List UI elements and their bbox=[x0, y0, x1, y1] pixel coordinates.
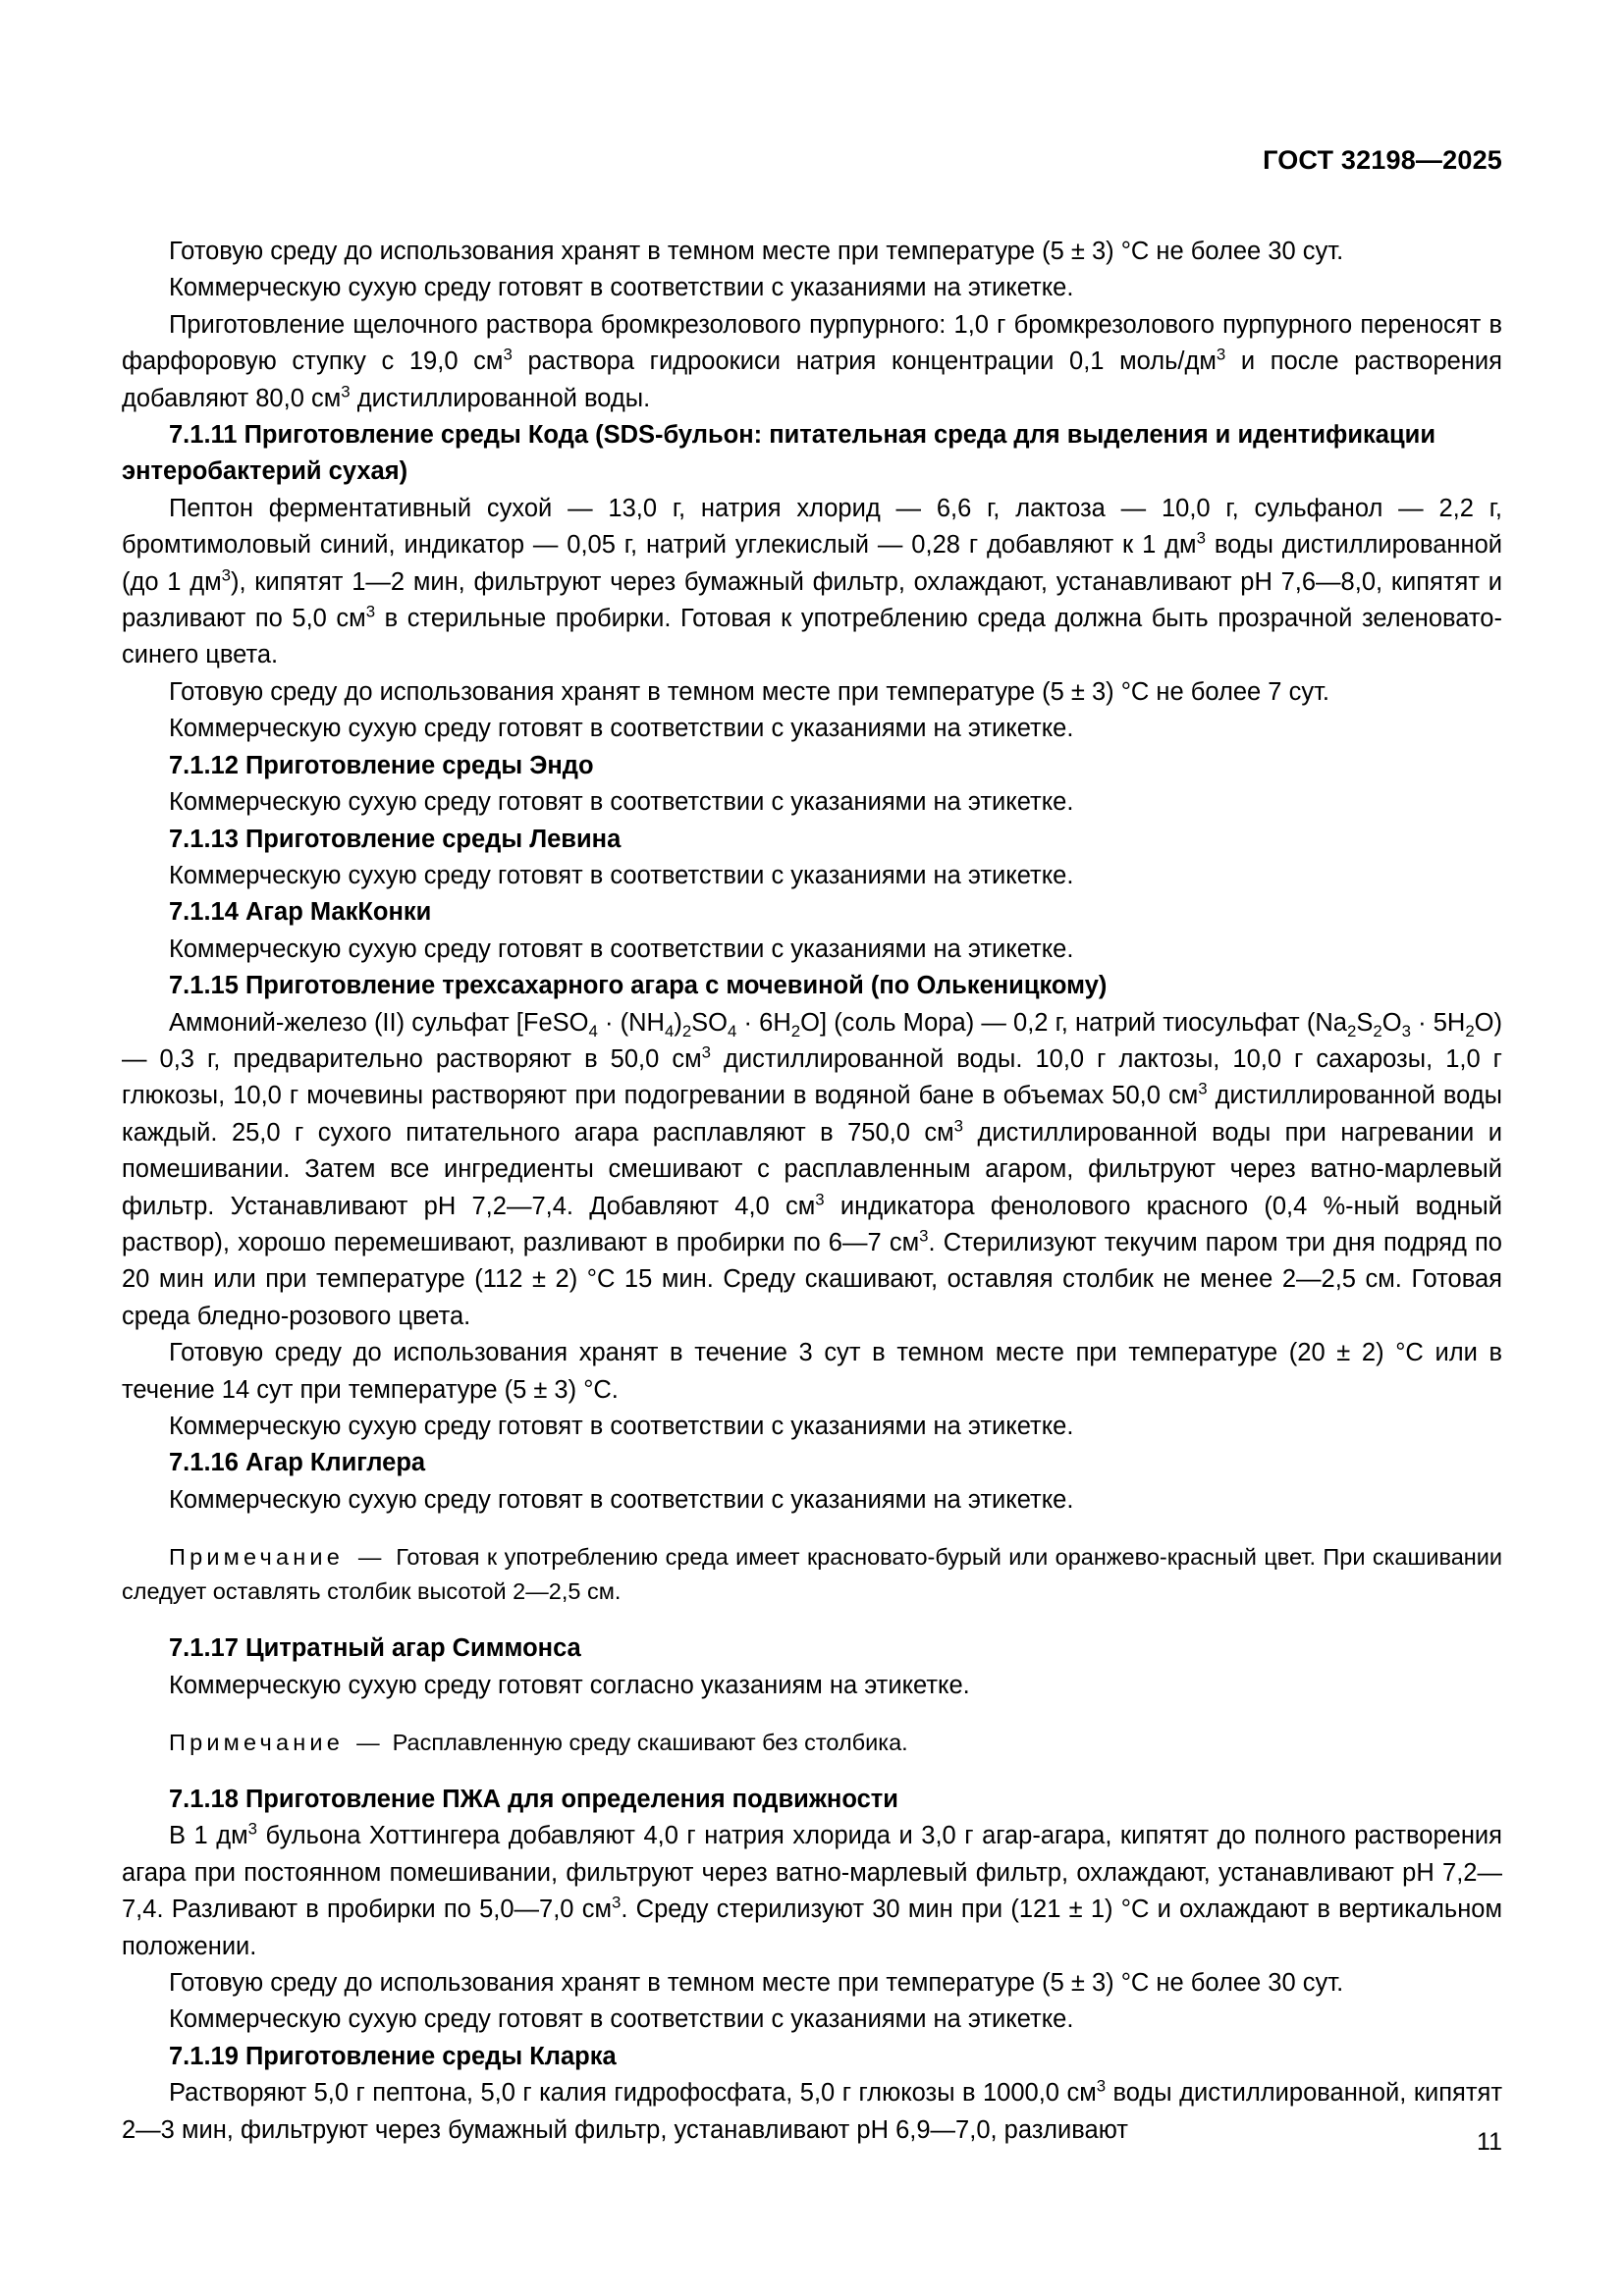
text-run: . Стерилизуют текучим паром три дня подряд по 20 мин или при температуре (112 ± 2) °C 15 мин. Среду скашивают, оставляя столбик не менее 2—2,5 см. Готовая среда бледно-розового цвета. bbox=[122, 1228, 1502, 1330]
paragraph-olkenitsky-agar-recipe bbox=[122, 1005, 1502, 1336]
superscript-cubic: 3 bbox=[1216, 345, 1226, 364]
subscript-formula: 4 bbox=[664, 1021, 675, 1041]
spacer bbox=[122, 1519, 1502, 1540]
text-run: O] (соль Мора) — 0,2 г, натрий тиосульфат (Na bbox=[800, 1008, 1347, 1037]
note-simmons-citrate bbox=[122, 1726, 1502, 1760]
subscript-formula: 3 bbox=[1401, 1021, 1411, 1041]
text-run: SO bbox=[691, 1008, 729, 1037]
text-run: воды дистиллированной (до 1 дм bbox=[122, 531, 1502, 596]
note-dash: — bbox=[356, 1730, 380, 1756]
superscript-cubic: 3 bbox=[365, 602, 376, 621]
text-run: воды дистиллированной, кипятят 2—3 мин, фильтруют через бумажный фильтр, устанавливают pH 6,9—7,0, разливают bbox=[122, 2079, 1503, 2144]
note-text: Расплавленную среду скашивают без столбика. bbox=[392, 1730, 908, 1756]
note-label: Примечание bbox=[169, 1730, 345, 1756]
text-run: · 5H bbox=[1410, 1008, 1466, 1037]
paragraph-koda-medium-recipe bbox=[122, 491, 1502, 674]
text-run: . Среду стерилизуют 30 мин при (121 ± 1) °C и охлаждают в вертикальном положении. bbox=[122, 1896, 1502, 1960]
text-run: O bbox=[1381, 1008, 1402, 1037]
spacer bbox=[122, 1609, 1502, 1630]
note-kligler-agar bbox=[122, 1540, 1502, 1609]
paragraph-commercial-medium-7: Коммерческую сухую среду готовят в соответствии с указаниями на этикетке. bbox=[169, 1485, 1074, 1514]
text-run: Пептон ферментативный сухой — 13,0 г, натрия хлорид — 6,6 г, лактоза — 10,0 г, сульфанол — 2,2 г, бромтимоловый синий, индикатор — 0,05 г, натрий углекислый — 0,28 г добавляют к 1 дм bbox=[122, 494, 1502, 560]
text-run: раствора гидроокиси натрия концентрации 0,1 моль/дм bbox=[512, 347, 1217, 376]
heading-7-1-12: 7.1.12 Приготовление среды Эндо bbox=[169, 751, 594, 779]
page-header-standard-number: ГОСТ 32198—2025 bbox=[1263, 145, 1502, 175]
superscript-cubic: 3 bbox=[612, 1893, 622, 1912]
heading-7-1-19: 7.1.19 Приготовление среды Кларка bbox=[169, 2042, 617, 2070]
paragraph-commercial-medium-4: Коммерческую сухую среду готовят в соответствии с указаниями на этикетке. bbox=[169, 861, 1074, 889]
text-run: индикатора фенолового красного (0,4 %-ный водный раствор), хорошо перемешивают, разливают в пробирки по 6—7 см bbox=[122, 1192, 1502, 1256]
text-run: дистиллированной воды каждый. 25,0 г сухого питательного агара расплавляют в 750,0 см bbox=[122, 1082, 1502, 1147]
page-number: 11 bbox=[1477, 2128, 1502, 2156]
paragraph-pja-motility-recipe bbox=[122, 1818, 1502, 1965]
superscript-cubic: 3 bbox=[815, 1190, 825, 1209]
paragraph-storage-3-14days: Готовую среду до использования хранят в течение 3 сут в темном месте при температуре (20 ± 2) °C или в течение 14 сут при температуре (5 ± 3) °C. bbox=[122, 1339, 1502, 1404]
text-run: ), кипятят 1—2 мин, фильтруют через бумажный фильтр, охлаждают, устанавливают pH 7,6—8,0, кипятят и разливают по 5,0 см bbox=[122, 567, 1502, 633]
text-run: · (NH bbox=[597, 1008, 665, 1037]
text-run: · 6H bbox=[736, 1008, 791, 1037]
paragraph-storage-7days: Готовую среду до использования хранят в темном месте при температуре (5 ± 3) °C не более 7 сут. bbox=[169, 677, 1330, 706]
paragraph-commercial-medium-3: Коммерческую сухую среду готовят в соответствии с указаниями на этикетке. bbox=[169, 788, 1074, 817]
text-run: Аммоний-железо (II) сульфат [FeSO bbox=[169, 1008, 589, 1037]
text-run: Приготовление щелочного раствора бромкрезолового пурпурного: 1,0 г бромкрезолового пурпурного переносят в фарфоровую ступку с 19,0 см bbox=[122, 310, 1502, 376]
text-run: ) bbox=[674, 1008, 682, 1037]
text-run: дистиллированной воды. bbox=[350, 384, 651, 412]
paragraph-commercial-medium-6: Коммерческую сухую среду готовят в соответствии с указаниями на этикетке. bbox=[169, 1413, 1074, 1440]
paragraph-storage-30days: Готовую среду до использования хранят в темном месте при температуре (5 ± 3) °C не более 30 сут. bbox=[169, 238, 1344, 265]
text-run: S bbox=[1356, 1008, 1374, 1037]
note-label: Примечание bbox=[169, 1544, 345, 1571]
superscript-cubic: 3 bbox=[1196, 528, 1206, 548]
text-run: В 1 дм bbox=[169, 1822, 248, 1850]
text-run: O) — 0,3 г, предварительно растворяют в 50,0 см bbox=[122, 1008, 1502, 1073]
heading-7-1-17: 7.1.17 Цитратный агар Симмонса bbox=[169, 1634, 581, 1663]
text-run: Растворяют 5,0 г пептона, 5,0 г калия гидрофосфата, 5,0 г глюкозы в 1000,0 см bbox=[169, 2079, 1097, 2108]
subscript-formula: 4 bbox=[728, 1021, 737, 1041]
paragraph-commercial-medium-5: Коммерческую сухую среду готовят в соответствии с указаниями на этикетке. bbox=[169, 934, 1074, 963]
heading-7-1-18: 7.1.18 Приготовление ПЖА для определения подвижности bbox=[169, 1786, 898, 1814]
superscript-cubic: 3 bbox=[221, 565, 231, 585]
heading-7-1-15: 7.1.15 Приготовление трехсахарного агара с мочевиной (по Олькеницкому) bbox=[169, 972, 1108, 1000]
paragraph-storage-30days-2: Готовую среду до использования хранят в темном месте при температуре (5 ± 3) °C не более 30 сут. bbox=[169, 1969, 1344, 1998]
superscript-cubic: 3 bbox=[919, 1226, 929, 1246]
note-text: Готовая к употреблению среда имеет красновато-бурый или оранжево-красный цвет. При скашивании следует оставлять столбик высотой 2—2,5 см. bbox=[122, 1544, 1502, 1605]
superscript-cubic: 3 bbox=[1096, 2076, 1107, 2096]
superscript-cubic: 3 bbox=[953, 1116, 964, 1136]
note-dash: — bbox=[357, 1544, 382, 1571]
paragraph-commercial-medium-8: Коммерческую сухую среду готовят согласно указаниям на этикетке. bbox=[169, 1671, 970, 1699]
text-run: дистиллированной воды при нагревании и помешивании. Затем все ингредиенты смешивают с расплавленным агаром, фильтруют через ватно-марлевый фильтр. Устанавливают pH 7,2—7,4. Добавляют 4,0 см bbox=[122, 1118, 1502, 1220]
subscript-formula: 2 bbox=[681, 1021, 692, 1041]
paragraph-commercial-medium-2: Коммерческую сухую среду готовят в соответствии с указаниями на этикетке. bbox=[169, 715, 1074, 743]
text-run: в стерильные пробирки. Готовая к употреблению среда должна быть прозрачной зеленовато-синего цвета. bbox=[122, 605, 1502, 669]
heading-7-1-16: 7.1.16 Агар Клиглера bbox=[169, 1449, 426, 1477]
subscript-formula: 4 bbox=[588, 1021, 598, 1041]
superscript-cubic: 3 bbox=[247, 1819, 258, 1839]
superscript-cubic: 3 bbox=[701, 1042, 711, 1062]
subscript-formula: 2 bbox=[1373, 1021, 1382, 1041]
subscript-formula: 2 bbox=[790, 1021, 801, 1041]
spacer bbox=[122, 1760, 1502, 1782]
subscript-formula: 2 bbox=[1346, 1021, 1357, 1041]
text-run: дистиллированной воды. 10,0 г лактозы, 10,0 г сахарозы, 1,0 г глюкозы, 10,0 г мочевины растворяют при подогревании в водяной бане в объемах 50,0 см bbox=[122, 1044, 1502, 1110]
superscript-cubic: 3 bbox=[341, 382, 351, 401]
paragraph-clark-medium-recipe bbox=[122, 2075, 1502, 2149]
heading-7-1-11: 7.1.11 Приготовление среды Кода (SDS-бульон: питательная среда для выделения и идентификации энтеробактерий сухая) bbox=[122, 421, 1436, 486]
text-run: бульона Хоттингера добавляют 4,0 г натрия хлорида и 3,0 г агар-агара, кипятят до полного растворения агара при постоянном помешивании, фильтруют через ватно-марлевый фильтр, охлаждают, устанавливают pH 7,2—7,4. Разливают в пробирки по 5,0—7,0 см bbox=[122, 1822, 1502, 1924]
superscript-cubic: 3 bbox=[503, 345, 513, 364]
spacer bbox=[122, 1704, 1502, 1726]
superscript-cubic: 3 bbox=[1198, 1079, 1208, 1098]
heading-7-1-13: 7.1.13 Приготовление среды Левина bbox=[169, 825, 622, 853]
page-content bbox=[122, 234, 1502, 2149]
text-run: и после растворения добавляют 80,0 см bbox=[122, 347, 1502, 412]
paragraph-commercial-medium-1: Коммерческую сухую среду готовят в соответствии с указаниями на этикетке. bbox=[169, 274, 1074, 302]
subscript-formula: 2 bbox=[1465, 1021, 1475, 1041]
heading-7-1-14: 7.1.14 Агар МакКонки bbox=[169, 898, 432, 927]
paragraph-commercial-medium-9: Коммерческую сухую среду готовят в соответствии с указаниями на этикетке. bbox=[169, 2005, 1074, 2034]
paragraph-bromcresol-purple bbox=[122, 307, 1502, 417]
